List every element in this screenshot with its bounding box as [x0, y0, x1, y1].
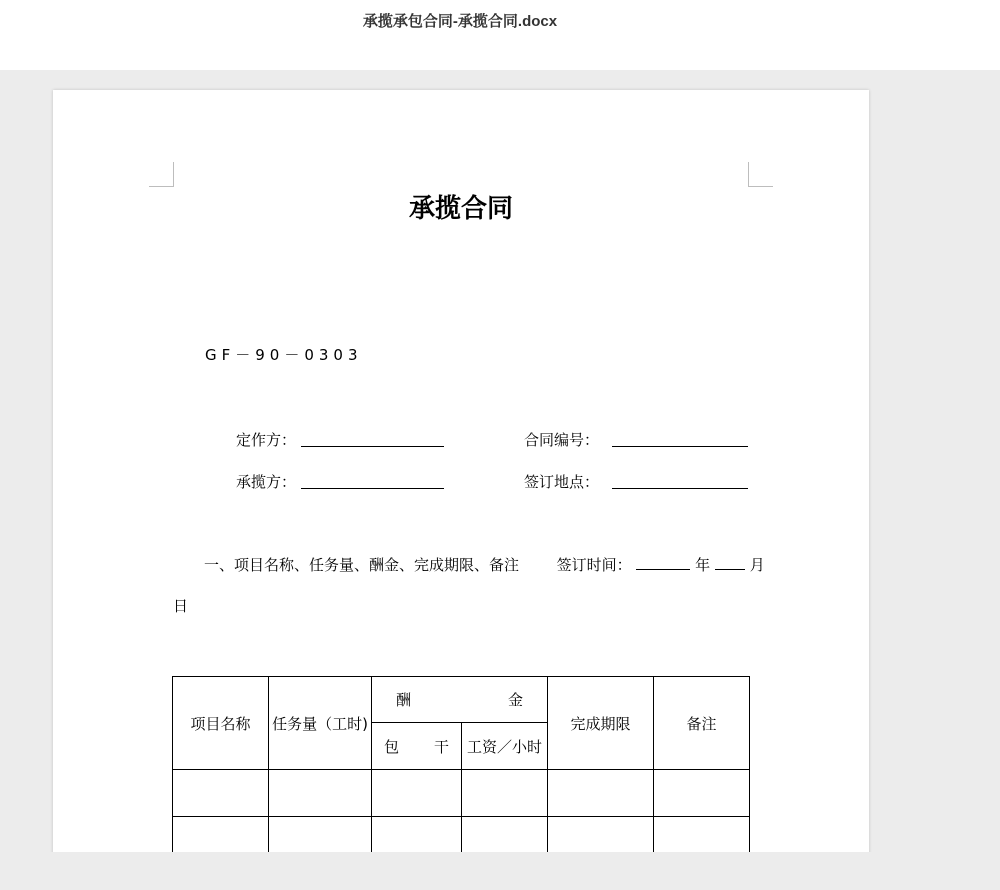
table-cell[interactable]: [269, 770, 372, 817]
header-pay: [372, 677, 548, 723]
header-workload: 任务量（工时): [269, 677, 372, 770]
header-lump-left: 包: [384, 737, 400, 756]
sign-place-blank[interactable]: [612, 488, 748, 489]
contract-no-blank[interactable]: [612, 446, 748, 447]
sign-month-label: 月: [749, 556, 765, 574]
section1-line: [204, 554, 765, 575]
table-cell[interactable]: [548, 770, 654, 817]
table-cell[interactable]: [654, 770, 750, 817]
bottom-scroll-strip: [0, 852, 1000, 890]
orderer-label: 定作方：: [236, 431, 297, 449]
sign-time-label: 签订时间：: [556, 556, 632, 574]
header-pay-left: 酬: [396, 691, 412, 709]
header-project-name: 项目名称: [173, 677, 269, 770]
sign-year-blank[interactable]: [636, 555, 690, 570]
margin-corner-top-left: [149, 162, 174, 187]
sign-place-label: 签订地点：: [524, 473, 600, 491]
table-cell[interactable]: [173, 770, 269, 817]
orderer-blank[interactable]: [301, 446, 444, 447]
title-bar: [0, 0, 1000, 70]
header-lump-sum: [372, 723, 462, 770]
table-cell[interactable]: [372, 770, 462, 817]
table-cell[interactable]: [462, 770, 548, 817]
contract-no-label: 合同编号：: [524, 431, 600, 449]
file-title: 承揽承包合同-承揽合同.docx: [362, 13, 558, 30]
contract-code: GF－90－0303: [205, 346, 363, 364]
document-title: 承揽合同: [408, 194, 513, 224]
sign-year-label: 年: [695, 556, 711, 574]
section1-heading: 一、项目名称、任务量、酬金、完成期限、备注: [204, 556, 520, 574]
project-table: [172, 676, 750, 864]
header-hourly-wage: 工资／小时: [462, 723, 548, 770]
header-lump-right: 干: [433, 737, 449, 756]
header-remarks: 备注: [654, 677, 750, 770]
sign-day-label: 日: [173, 597, 189, 615]
sign-month-blank[interactable]: [715, 555, 745, 570]
document-page[interactable]: [53, 90, 869, 870]
contractor-blank[interactable]: [301, 488, 444, 489]
header-deadline: 完成期限: [548, 677, 654, 770]
margin-corner-top-right: [748, 162, 773, 187]
table-row: [173, 770, 750, 817]
header-pay-right: 金: [507, 691, 523, 709]
contractor-label: 承揽方：: [236, 473, 297, 491]
